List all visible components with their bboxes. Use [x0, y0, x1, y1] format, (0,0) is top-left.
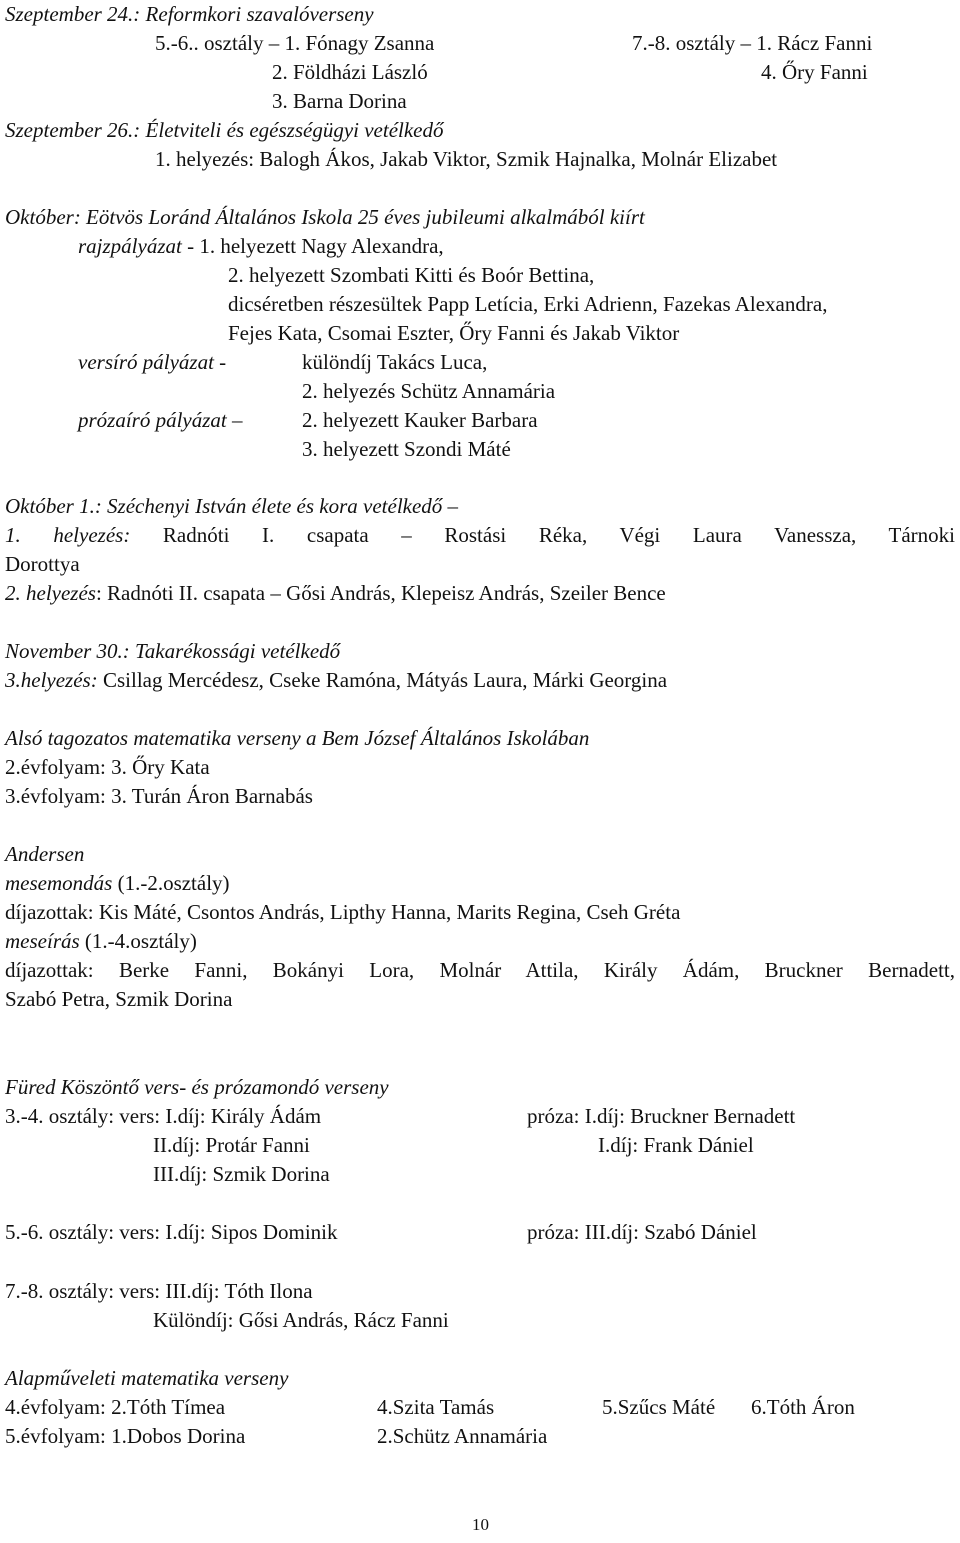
fured-34-vers-3: III.díj: Szmik Dorina [153, 1162, 330, 1186]
szechenyi-first-label: 1. helyezés: [5, 523, 163, 547]
versiro-special: különdíj Takács Luca, [302, 350, 488, 374]
versiro-second: 2. helyezés Schütz Annamária [302, 379, 556, 403]
prozairo-second: 2. helyezett Kauker Barbara [302, 408, 538, 432]
mesemondas-winners: díjazottak: Kis Máté, Csontos András, Lipthy Hanna, Marits Regina, Cseh Gréta [5, 900, 681, 924]
eletviteli-first-place: 1. helyezés: Balogh Ákos, Jakab Viktor, Szmik Hajnalka, Molnár Elizabet [155, 147, 778, 171]
szechenyi-second-team: : Radnóti II. csapata – Gősi András, Klepeisz András, Szeiler Bence [95, 581, 666, 605]
section-title-also-tagozat: Alsó tagozatos matematika verseny a Bem József Általános Iskolában [5, 726, 590, 750]
szechenyi-second-label: 2. helyezés [5, 581, 96, 605]
also-tagozat-grade3: 3.évfolyam: 3. Turán Áron Barnabás [5, 784, 313, 808]
alapmuveleti-grade4-c2: 4.Szita Tamás [377, 1395, 495, 1419]
reformkori-78-fourth: 4. Őry Fanni [761, 60, 868, 84]
mesemondas-label: mesemondás [5, 871, 113, 895]
rajzpalyazat-commended: dicséretben részesültek Papp Letícia, Erki Adrienn, Fazekas Alexandra, [228, 292, 828, 316]
szechenyi-first-team-cont: Dorottya [5, 552, 80, 576]
mesemondas-row [5, 871, 230, 895]
rajzpalyazat-second: 2. helyezett Szombati Kitti és Boór Bettina, [228, 263, 595, 287]
takarekossagi-third-label: 3.helyezés: [5, 668, 103, 692]
section-title-jubileumi: Október: Eötvös Loránd Általános Iskola 25 éves jubileumi alkalmából kiírt [5, 205, 645, 229]
rajzpalyazat-row [78, 234, 444, 258]
versiro-label: versíró pályázat - [78, 350, 227, 374]
rajzpalyazat-label: rajzpályázat - [78, 234, 200, 258]
fured-34-vers-1: 3.-4. osztály: vers: I.díj: Király Ádám [5, 1104, 322, 1128]
takarekossagi-third-names: Csillag Mercédesz, Cseke Ramóna, Mátyás Laura, Márki Georgina [102, 668, 668, 692]
reformkori-56-second: 2. Földházi László [272, 60, 428, 84]
meseiras-label: meseírás [5, 929, 80, 953]
also-tagozat-grade2: 2.évfolyam: 3. Őry Kata [5, 755, 210, 779]
section-title-andersen: Andersen [5, 842, 85, 866]
reformkori-56-first: 5.-6.. osztály – 1. Fónagy Zsanna [155, 31, 435, 55]
mesemondas-class: (1.-2.osztály) [112, 871, 230, 895]
fured-56-proza: próza: III.díj: Szabó Dániel [527, 1220, 757, 1244]
alapmuveleti-grade5-c2: 2.Schütz Annamária [377, 1424, 548, 1448]
section-title-reformkori: Szeptember 24.: Reformkori szavalóverseny [5, 2, 374, 26]
rajzpalyazat-commended-cont: Fejes Kata, Csomai Eszter, Őry Fanni és Jakab Viktor [228, 321, 680, 345]
alapmuveleti-grade4-first: 4.évfolyam: 2.Tóth Tímea [5, 1395, 226, 1419]
meseiras-winners-cont: Szabó Petra, Szmik Dorina [5, 987, 233, 1011]
section-title-takarekossagi: November 30.: Takarékossági vetélkedő [5, 639, 341, 663]
section-title-szechenyi: Október 1.: Széchenyi István élete és kora vetélkedő – [5, 494, 459, 518]
fured-34-proza-2: I.díj: Frank Dániel [598, 1133, 754, 1157]
section-title-fured: Füred Köszöntő vers- és prózamondó verseny [5, 1075, 389, 1099]
fured-56-vers: 5.-6. osztály: vers: I.díj: Sipos Dominik [5, 1220, 338, 1244]
prozairo-label: prózaíró pályázat – [78, 408, 243, 432]
szechenyi-first-team: Radnóti I. csapata – Rostási Réka, Végi Laura Vanessza, Tárnoki [162, 523, 955, 547]
reformkori-78-first: 7.-8. osztály – 1. Rácz Fanni [632, 31, 873, 55]
section-title-eletviteli: Szeptember 26.: Életviteli és egészségügyi vetélkedő [5, 118, 444, 142]
meseiras-class: (1.-4.osztály) [79, 929, 197, 953]
fured-78-special: Különdíj: Gősi András, Rácz Fanni [153, 1308, 449, 1332]
takarekossagi-third-place [5, 668, 667, 692]
alapmuveleti-grade4-c4: 6.Tóth Áron [751, 1395, 855, 1419]
szechenyi-first-place [5, 523, 955, 547]
reformkori-56-third: 3. Barna Dorina [272, 89, 407, 113]
alapmuveleti-grade5-first: 5.évfolyam: 1.Dobos Dorina [5, 1424, 246, 1448]
fured-34-vers-2: II.díj: Protár Fanni [153, 1133, 310, 1157]
meseiras-winners: díjazottak: Berke Fanni, Bokányi Lora, Molnár Attila, Király Ádám, Bruckner Bernadett, [5, 958, 955, 982]
alapmuveleti-grade4-c3: 5.Szűcs Máté [602, 1395, 716, 1419]
page-number: 10 [472, 1515, 489, 1534]
fured-34-proza-1: próza: I.díj: Bruckner Bernadett [527, 1104, 796, 1128]
rajzpalyazat-first: 1. helyezett Nagy Alexandra, [199, 234, 444, 258]
szechenyi-second-place [5, 581, 666, 605]
fured-78-vers: 7.-8. osztály: vers: III.díj: Tóth Ilona [5, 1279, 313, 1303]
section-title-alapmuveleti: Alapműveleti matematika verseny [5, 1366, 289, 1390]
prozairo-third: 3. helyezett Szondi Máté [302, 437, 511, 461]
meseiras-row [5, 929, 197, 953]
